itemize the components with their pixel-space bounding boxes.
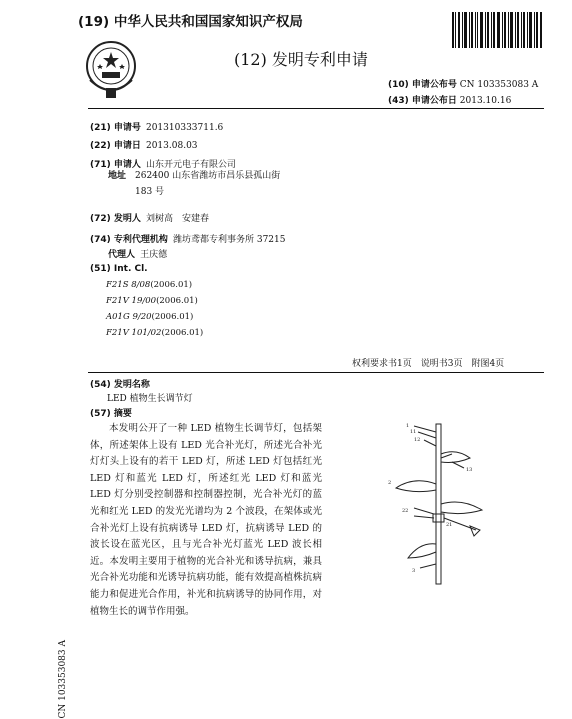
- pub-date: 2013.10.16: [459, 96, 512, 106]
- inventor-label: (72) 发明人: [90, 214, 141, 224]
- address-line-1: 262400 山东省潍坊市昌乐县孤山街: [135, 171, 281, 181]
- int-cl-label: (51) Int. Cl.: [90, 264, 148, 274]
- applicant-label: (71) 申请人: [90, 160, 141, 170]
- title-label: (54) 发明名称: [90, 380, 150, 390]
- invention-title: LED 植物生长调节灯: [107, 394, 193, 404]
- figure-label: 1: [406, 423, 410, 429]
- biblio-divider: [88, 372, 544, 373]
- address-line-2: 183 号: [135, 187, 165, 197]
- ipc-code-2: F21V 19/00(2006.01): [106, 296, 198, 306]
- pub-number-row: [388, 77, 538, 90]
- figure-label: 21: [446, 522, 453, 528]
- pub-date-label: (43) 申请公布日: [388, 96, 457, 106]
- barcode-icon: [452, 12, 542, 48]
- agency: 潍坊鸢都专利事务所 37215: [172, 235, 286, 245]
- figure-label: 12: [414, 437, 421, 443]
- app-number: 201310333711.6: [145, 123, 224, 133]
- figure-label: 3: [412, 568, 416, 574]
- agent: 王庆德: [140, 250, 168, 260]
- figure-label: 13: [466, 467, 473, 473]
- agency-label: (74) 专利代理机构: [90, 235, 168, 245]
- inventor-row: [90, 206, 209, 225]
- document-type: (12) 发明专利申请: [234, 50, 368, 69]
- lamp-drawing: [384, 418, 494, 594]
- figure-label: 2: [388, 480, 392, 486]
- side-publication-number: CN 103353083 A: [58, 640, 68, 719]
- applicant: 山东开元电子有限公司: [145, 160, 236, 170]
- ipc-code-1: F21S 8/08(2006.01): [106, 280, 193, 290]
- app-date: 2013.08.03: [145, 141, 198, 151]
- pub-date-row: [388, 93, 511, 106]
- issuing-office: (19) 中华人民共和国国家知识产权局: [78, 14, 303, 30]
- agent-label: 代理人: [108, 250, 136, 260]
- app-number-label: (21) 申请号: [90, 123, 141, 133]
- app-number-row: [90, 115, 223, 134]
- inventors: 刘树高 安建春: [145, 214, 209, 224]
- figure-label: 22: [402, 508, 409, 514]
- agent-row: [108, 242, 167, 261]
- address-label: 地址: [108, 171, 127, 181]
- app-date-label: (22) 申请日: [90, 141, 141, 151]
- page-counts: 权利要求书1页 说明书3页 附图4页: [352, 359, 505, 369]
- ipc-code-4: F21V 101/02(2006.01): [106, 328, 204, 338]
- figure-label: 11: [410, 429, 417, 435]
- header-divider: [88, 108, 544, 109]
- abstract-label: (57) 摘要: [90, 409, 132, 419]
- ipc-code-3: A01G 9/20(2006.01): [106, 312, 194, 322]
- abstract-text: 本发明公开了一种 LED 植物生长调节灯，包括架体，所述架体上设有 LED 光合补光灯，所述光合补光灯灯头上设有的若干 LED 灯，所述 LED 灯包括红光 LED 灯和蓝光 LED 灯，所述红光 LED 灯和蓝光 LED 灯分别受控制器和控制器控制，光合补光灯的蓝光和红光 LED 的发光光谱均为 2 个波段，在架体或光合补光灯上设有抗病诱导 LED 灯，抗病诱导 LED 的波长设在蓝光区，且与光合补光灯蓝光 LED 波长相近。本发明主要用于植物的光合补光和诱导抗病，兼具光合补光功能和光诱导抗病功能，能有效提高植株抗病能力和促进光合作用，补光和抗病诱导的协同作用，对植物生长的调节作用强。: [90, 423, 322, 617]
- pub-number: CN 103353083 A: [459, 80, 539, 90]
- pub-number-label: (10) 申请公布号: [388, 80, 457, 90]
- national-emblem-icon: [80, 36, 142, 102]
- app-date-row: [90, 133, 198, 152]
